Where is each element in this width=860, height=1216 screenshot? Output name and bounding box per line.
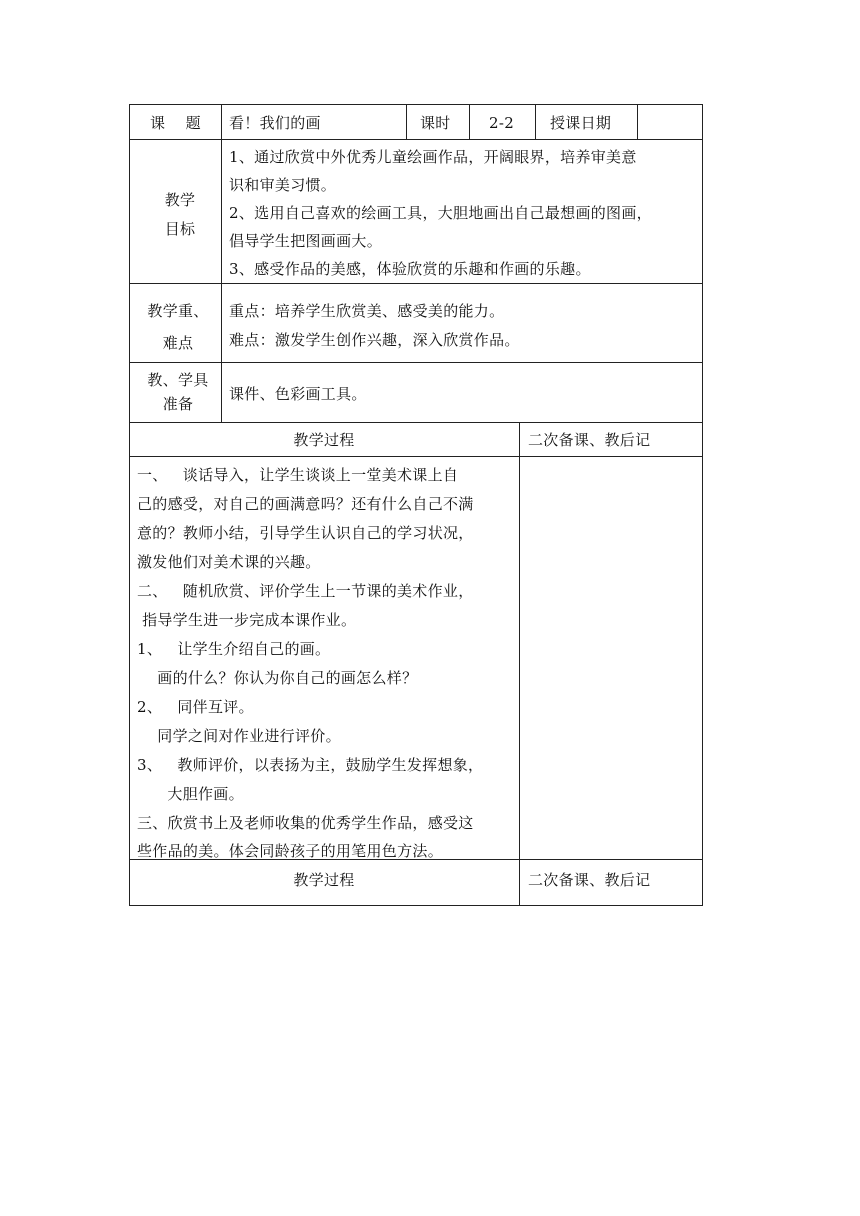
table-top-border xyxy=(129,104,703,105)
process-line: 三、欣赏书上及老师收集的优秀学生作品，感受这 xyxy=(137,814,474,832)
hours-label: 课时 xyxy=(420,114,451,132)
goals-label-line1: 教学 xyxy=(164,191,196,209)
column-divider xyxy=(469,104,470,140)
column-divider xyxy=(221,104,222,423)
process-line: 一、 谈话导入，让学生谈谈上一堂美术课上自 xyxy=(137,466,459,484)
process-line: 意的？教师小结，引导学生认识自己的学习状况， xyxy=(137,524,474,542)
process-line: 3、 教师评价，以表扬为主，鼓励学生发挥想象， xyxy=(137,756,484,774)
process-line: 激发他们对美术课的兴趣。 xyxy=(137,553,321,571)
key-points-label-line2: 难点 xyxy=(162,334,194,352)
process-line: 己的感受，对自己的画满意吗？还有什么自己不满 xyxy=(137,495,474,513)
column-divider xyxy=(406,104,407,140)
process-line: 同学之间对作业进行评价。 xyxy=(137,727,341,745)
topic-label: 课 题 xyxy=(150,114,201,132)
goals-label xyxy=(150,186,210,244)
row-divider xyxy=(129,422,703,423)
column-divider xyxy=(519,422,520,906)
process-line: 些作品的美。体会同龄孩子的用笔用色方法。 xyxy=(137,842,444,860)
process-line: 指导学生进一步完成本课作业。 xyxy=(137,611,357,629)
row-divider xyxy=(129,139,703,140)
table-bottom-border xyxy=(129,905,703,906)
goals-line: 识和审美习惯。 xyxy=(229,176,337,194)
process-footer-right: 二次备课、教后记 xyxy=(528,871,651,889)
process-line: 1、 让学生介绍自己的画。 xyxy=(137,640,331,658)
difficulty-line: 难点：激发学生创作兴趣，深入欣赏作品。 xyxy=(229,331,520,349)
row-divider xyxy=(129,456,703,457)
materials-value: 课件、色彩画工具。 xyxy=(229,385,367,403)
materials-label-line2: 准备 xyxy=(162,395,194,413)
process-footer-left: 教学过程 xyxy=(293,871,355,889)
row-divider xyxy=(129,362,703,363)
process-line: 大胆作画。 xyxy=(137,785,244,803)
goals-line: 3、感受作品的美感，体验欣赏的乐趣和作画的乐趣。 xyxy=(229,260,591,278)
goals-line: 1、通过欣赏中外优秀儿童绘画作品，开阔眼界，培养审美意 xyxy=(229,148,637,166)
table-left-border xyxy=(129,104,130,906)
goals-label-line2: 目标 xyxy=(164,220,196,238)
hours-value: 2-2 xyxy=(489,114,515,132)
date-label: 授课日期 xyxy=(550,114,612,132)
column-divider xyxy=(535,104,536,140)
process-line: 画的什么？你认为你自己的画怎么样？ xyxy=(137,669,418,687)
process-header-right: 二次备课、教后记 xyxy=(528,431,651,449)
column-divider xyxy=(637,104,638,140)
process-line: 2、 同伴互评。 xyxy=(137,698,254,716)
process-line: 二、 随机欣赏、评价学生上一节课的美术作业， xyxy=(137,582,474,600)
materials-label-line1: 教、学具 xyxy=(147,371,209,389)
topic-value: 看！我们的画 xyxy=(229,114,321,132)
key-points-label-line1: 教学重、 xyxy=(147,302,209,320)
goals-line: 倡导学生把图画画大。 xyxy=(229,232,383,250)
goals-line: 2、选用自己喜欢的绘画工具，大胆地画出自己最想画的图画， xyxy=(229,204,652,222)
process-header-left: 教学过程 xyxy=(293,431,355,449)
materials-label xyxy=(140,368,216,416)
row-divider xyxy=(129,283,703,284)
key-points-label xyxy=(140,295,216,359)
table-right-border xyxy=(702,104,703,906)
key-point-line: 重点：培养学生欣赏美、感受美的能力。 xyxy=(229,302,505,320)
